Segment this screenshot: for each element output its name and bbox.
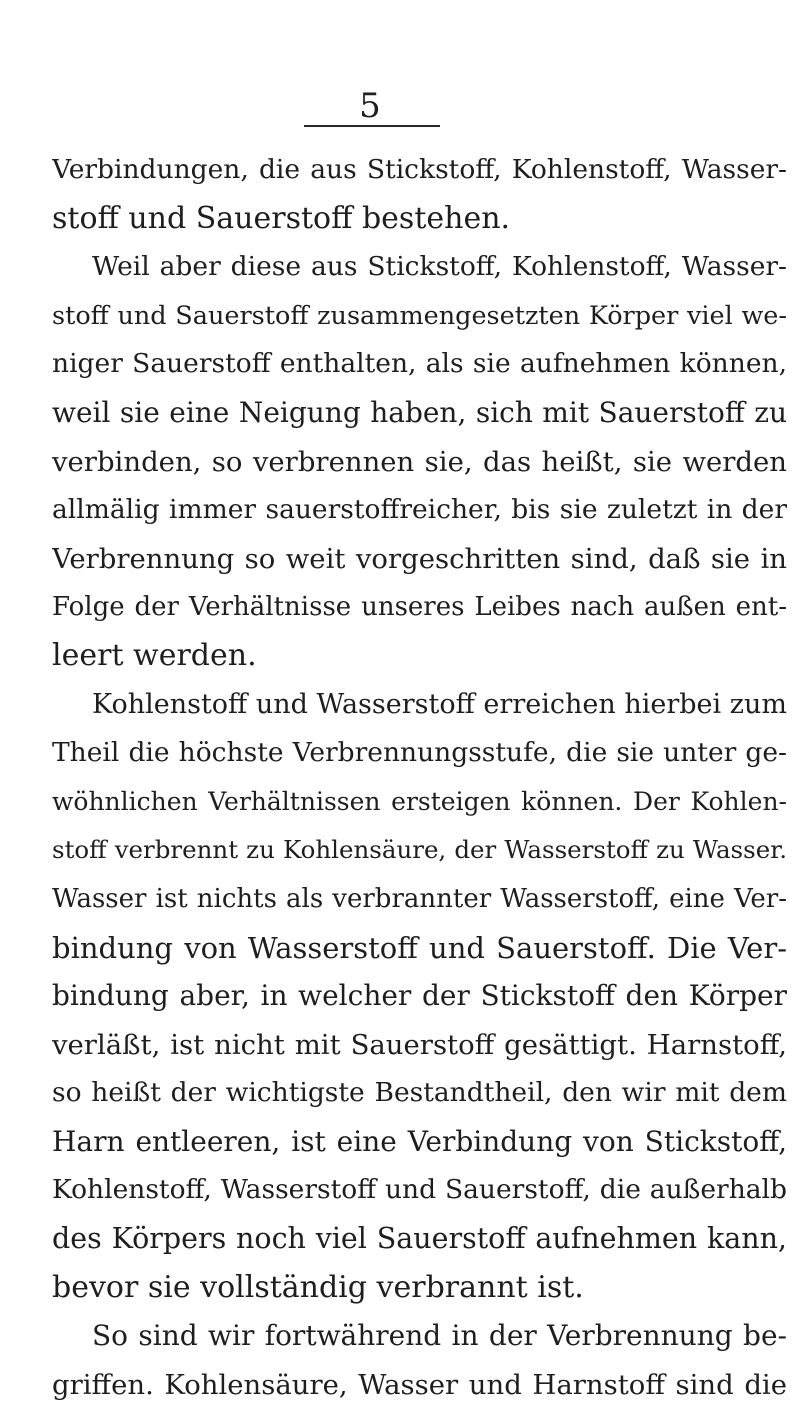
text-line: allmälig immer sauerstoffreicher, bis sie zuletzt in der xyxy=(52,494,787,526)
text-line: Harn entleeren, ist eine Verbindung von Stickstoff, xyxy=(52,1124,787,1158)
text-line: Weil aber diese aus Stickstoff, Kohlenstoff, Wasser- xyxy=(92,251,787,283)
text-line: stoff und Sauerstoff zusammengesetzten Körper viel we- xyxy=(52,300,787,331)
text-line: so heißt der wichtigste Bestandtheil, den wir mit dem xyxy=(52,1077,787,1109)
text-line: niger Sauerstoff enthalten, als sie aufnehmen können, xyxy=(52,348,787,380)
text-line: bevor sie vollständig verbrannt ist. xyxy=(52,1269,584,1305)
text-line: So sind wir fortwährend in der Verbrennung be- xyxy=(92,1319,787,1353)
text-line: des Körpers noch viel Sauerstoff aufnehmen kann, xyxy=(52,1222,787,1256)
header-rule xyxy=(304,125,440,127)
text-line: Theil die höchste Verbrennungsstufe, die sie unter ge- xyxy=(52,737,787,769)
text-line: Kohlenstoff und Wasserstoff erreichen hierbei zum xyxy=(92,688,787,720)
text-line: leert werden. xyxy=(52,637,257,673)
text-line: stoff verbrennt zu Kohlensäure, der Wasserstoff zu Wasser. xyxy=(52,835,787,865)
text-line: verläßt, ist nicht mit Sauerstoff gesättigt. Harnstoff, xyxy=(52,1028,787,1061)
text-line: Wasser ist nichts als verbrannter Wasserstoff, eine Ver- xyxy=(52,883,787,914)
text-line: weil sie eine Neigung haben, sich mit Sauerstoff zu xyxy=(52,395,787,429)
text-line: griffen. Kohlensäure, Wasser und Harnstoff sind die xyxy=(52,1368,787,1401)
text-line: verbinden, so verbrennen sie, das heißt, sie werden xyxy=(52,445,787,478)
text-line: Folge der Verhältnisse unseres Leibes nach außen ent- xyxy=(52,592,787,623)
body-text xyxy=(52,146,787,1409)
text-line: bindung aber, in welcher der Stickstoff den Körper xyxy=(52,979,787,1013)
text-line: Verbrennung so weit vorgeschritten sind, daß sie in xyxy=(52,542,787,575)
text-line: Kohlenstoff, Wasserstoff und Sauerstoff, die außerhalb xyxy=(52,1174,787,1206)
text-line: bindung von Wasserstoff und Sauerstoff. Die Ver- xyxy=(52,930,787,965)
text-line: Verbindungen, die aus Stickstoff, Kohlenstoff, Wasser- xyxy=(52,154,787,185)
text-line: stoff und Sauerstoff bestehen. xyxy=(52,200,511,236)
page-number: 5 xyxy=(359,86,381,126)
text-line: wöhnlichen Verhältnissen ersteigen können. Der Kohlen- xyxy=(52,786,787,816)
